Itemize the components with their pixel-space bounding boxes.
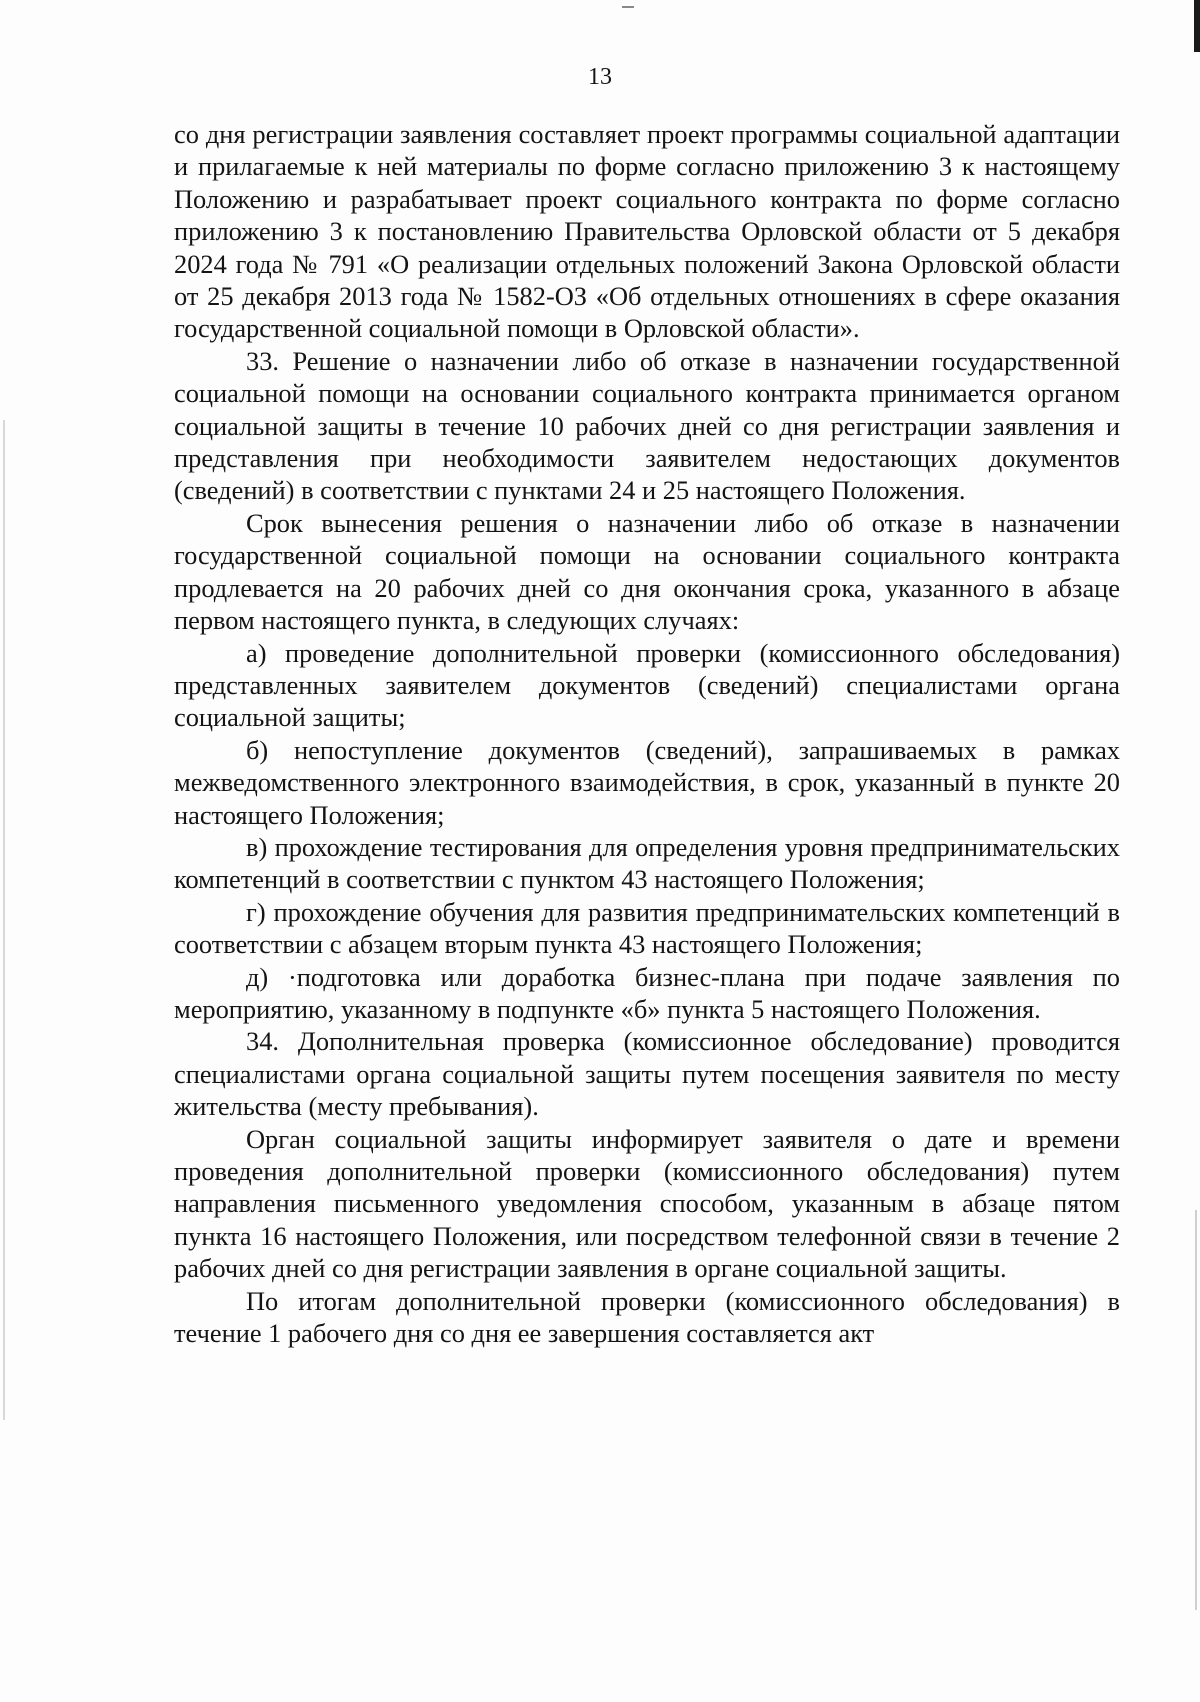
paragraph-subitem-a: а) проведение дополнительной проверки (комиссионного обследования) представленных заявителем документов (сведений) специалистами органа социальной защиты; [174, 637, 1120, 733]
paragraph-continuation: со дня регистрации заявления составляет проект программы социальной адаптации и прилагаемые к ней материалы по форме согласно приложению 3 к настоящему Положению и разрабатывает проект социального контракта по форме согласно приложению 3 к постановлению Правительства Орловской области от 5 декабря 2024 года № 791 «О реализации отдельных положений Закона Орловской области от 25 декабря 2013 года № 1582-ОЗ «Об отдельных отношениях в сфере оказания государственной социальной помощи в Орловской области». [174, 119, 1120, 344]
paragraph-subitem-b: б) непоступление документов (сведений), запрашиваемых в рамках межведомственного электронного взаимодействия, в срок, указанный в пункте 20 настоящего Положения; [174, 734, 1120, 830]
paragraph-extension-term: Срок вынесения решения о назначении либо об отказе в назначении государственной социальной помощи на основании социального контракта продлевается на 20 рабочих дней со дня окончания срока, указанного в абзаце первом настоящего пункта, в следующих случаях: [174, 507, 1120, 636]
document-body [174, 118, 1120, 1349]
paragraph-notification: Орган социальной защиты информирует заявителя о дате и времени проведения дополнительной проверки (комиссионного обследования) путем направления письменного уведомления способом, указанным в абзаце пятом пункта 16 настоящего Положения, или посредством телефонной связи в течение 2 рабочих дней со дня регистрации заявления в органе социальной защиты. [174, 1123, 1120, 1284]
scan-edge-artifact [1194, 0, 1200, 52]
paragraph-item-34: 34. Дополнительная проверка (комиссионное обследование) проводится специалистами органа социальной защиты путем посещения заявителя по месту жительства (месту пребывания). [174, 1026, 1120, 1122]
scan-edge-line [1195, 1210, 1197, 1610]
page-number: 13 [588, 64, 612, 90]
paragraph-subitem-d: д) ·подготовка или доработка бизнес-плана при подаче заявления по мероприятию, указанному в подпункте «б» пункта 5 настоящего Положения. [174, 961, 1120, 1024]
paragraph-subitem-v: в) прохождение тестирования для определения уровня предпринимательских компетенций в соответствии с пунктом 43 настоящего Положения; [174, 831, 1120, 895]
scan-mark [622, 6, 634, 8]
scan-edge-line-left [3, 420, 5, 1420]
paragraph-item-33: 33. Решение о назначении либо об отказе в назначении государственной социальной помощи на основании социального контракта принимается органом социальной защиты в течение 10 рабочих дней со дня регистрации заявления и представления при необходимости заявителем недостающих документов (сведений) в соответствии с пунктами 24 и 25 настоящего Положения. [174, 345, 1120, 506]
paragraph-act: По итогам дополнительной проверки (комиссионного обследования) в течение 1 рабочего дня со дня ее завершения составляется акт [174, 1285, 1120, 1349]
paragraph-subitem-g: г) прохождение обучения для развития предпринимательских компетенций в соответствии с абзацем вторым пункта 43 настоящего Положения; [174, 896, 1120, 960]
